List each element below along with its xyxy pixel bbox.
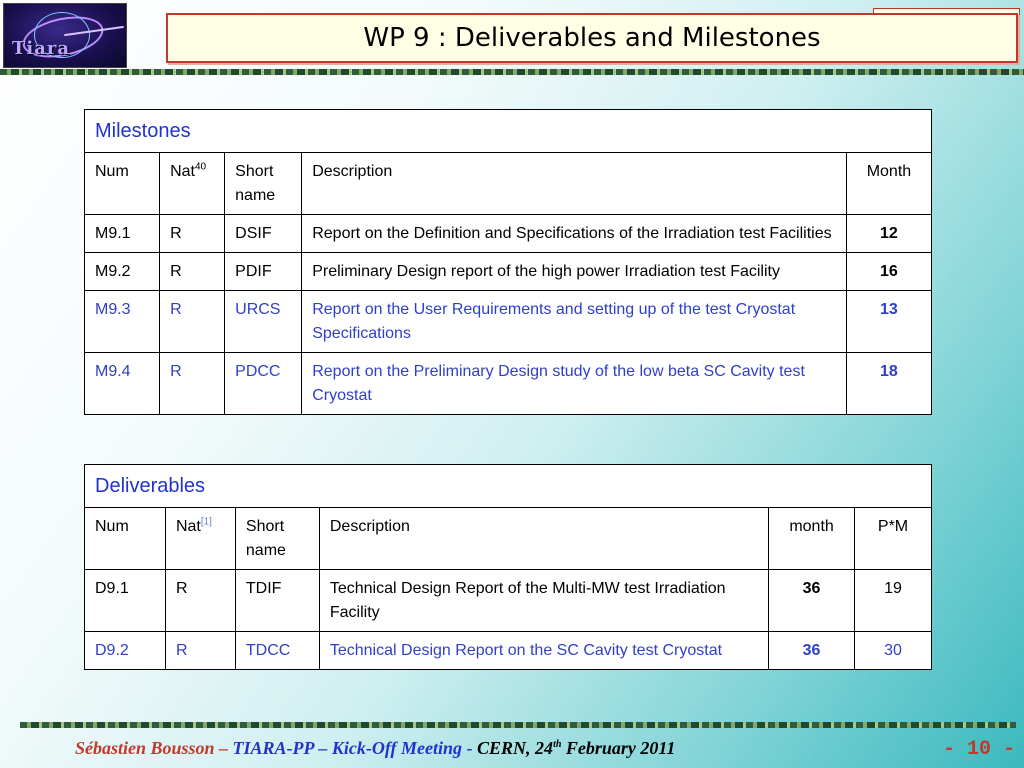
deliverable-nat: R bbox=[165, 632, 235, 670]
page-number: - 10 - bbox=[942, 738, 1015, 761]
milestone-short: DSIF bbox=[225, 215, 302, 253]
footer-meeting: TIARA-PP – Kick-Off Meeting - bbox=[232, 738, 478, 758]
milestone-month: 12 bbox=[846, 215, 931, 253]
col-short-name: Short name bbox=[225, 153, 302, 215]
milestone-month: 13 bbox=[846, 291, 931, 353]
header-divider bbox=[0, 69, 1024, 75]
col-month: month bbox=[769, 508, 855, 570]
table-header-row bbox=[85, 508, 932, 570]
col-description: Description bbox=[302, 153, 847, 215]
milestone-short: URCS bbox=[225, 291, 302, 353]
col-person-months: P*M bbox=[855, 508, 932, 570]
deliverable-month: 36 bbox=[769, 570, 855, 632]
milestone-desc: Report on the User Requirements and setting up of the test Cryostat Specifications bbox=[302, 291, 847, 353]
footer-place-start: CERN, 24 bbox=[477, 738, 554, 758]
footer-place bbox=[477, 738, 675, 758]
col-nat-label: Nat bbox=[175, 518, 201, 535]
col-num: Num bbox=[85, 153, 160, 215]
title-box bbox=[166, 13, 1018, 63]
deliverable-num: D9.1 bbox=[85, 570, 166, 632]
table-row bbox=[85, 353, 932, 415]
milestone-short: PDCC bbox=[225, 353, 302, 415]
milestone-num: M9.3 bbox=[85, 291, 160, 353]
deliverable-desc: Technical Design Report on the SC Cavity test Cryostat bbox=[319, 632, 768, 670]
table-row bbox=[85, 215, 932, 253]
table-row bbox=[85, 632, 932, 670]
table-row bbox=[85, 291, 932, 353]
milestone-nat: R bbox=[160, 291, 225, 353]
milestone-desc: Report on the Preliminary Design study of the low beta SC Cavity test Cryostat bbox=[302, 353, 847, 415]
milestone-short: PDIF bbox=[225, 253, 302, 291]
table-row bbox=[85, 570, 932, 632]
footer-divider bbox=[20, 722, 1016, 728]
deliverable-pm: 30 bbox=[855, 632, 932, 670]
col-nat-footnote: 40 bbox=[194, 161, 207, 173]
milestone-num: M9.1 bbox=[85, 215, 160, 253]
milestone-desc: Preliminary Design report of the high power Irradiation test Facility bbox=[302, 253, 847, 291]
footer bbox=[75, 738, 1015, 764]
col-description: Description bbox=[319, 508, 768, 570]
footer-place-end: February 2011 bbox=[561, 738, 676, 758]
table-header-row bbox=[85, 153, 932, 215]
deliverable-pm: 19 bbox=[855, 570, 932, 632]
footer-place-ordinal: th bbox=[553, 739, 562, 750]
deliverable-month: 36 bbox=[769, 632, 855, 670]
col-num: Num bbox=[85, 508, 166, 570]
milestone-nat: R bbox=[160, 253, 225, 291]
deliverable-nat: R bbox=[165, 570, 235, 632]
milestone-num: M9.4 bbox=[85, 353, 160, 415]
col-nat bbox=[160, 153, 225, 215]
milestone-desc: Report on the Definition and Specifications of the Irradiation test Facilities bbox=[302, 215, 847, 253]
col-nat-label: Nat bbox=[170, 163, 195, 180]
deliverable-short: TDCC bbox=[235, 632, 319, 670]
logo-text: Tiara bbox=[12, 38, 71, 59]
col-nat bbox=[165, 508, 235, 570]
milestone-month: 16 bbox=[846, 253, 931, 291]
deliverables-caption: Deliverables bbox=[85, 465, 932, 508]
milestone-nat: R bbox=[160, 215, 225, 253]
deliverable-num: D9.2 bbox=[85, 632, 166, 670]
milestones-caption: Milestones bbox=[85, 110, 932, 153]
milestone-month: 18 bbox=[846, 353, 931, 415]
table-row bbox=[85, 253, 932, 291]
col-month: Month bbox=[846, 153, 931, 215]
tiara-logo bbox=[3, 3, 127, 68]
col-short-name: Short name bbox=[235, 508, 319, 570]
col-nat-footnote-link[interactable]: [1] bbox=[200, 516, 212, 528]
milestone-nat: R bbox=[160, 353, 225, 415]
page-title: WP 9 : Deliverables and Milestones bbox=[363, 23, 821, 53]
milestone-num: M9.2 bbox=[85, 253, 160, 291]
deliverables-table bbox=[84, 464, 932, 670]
milestones-table bbox=[84, 109, 932, 415]
deliverable-desc: Technical Design Report of the Multi-MW test Irradiation Facility bbox=[319, 570, 768, 632]
footer-author: Sébastien Bousson bbox=[75, 738, 215, 758]
deliverable-short: TDIF bbox=[235, 570, 319, 632]
footer-separator: – bbox=[214, 738, 233, 758]
